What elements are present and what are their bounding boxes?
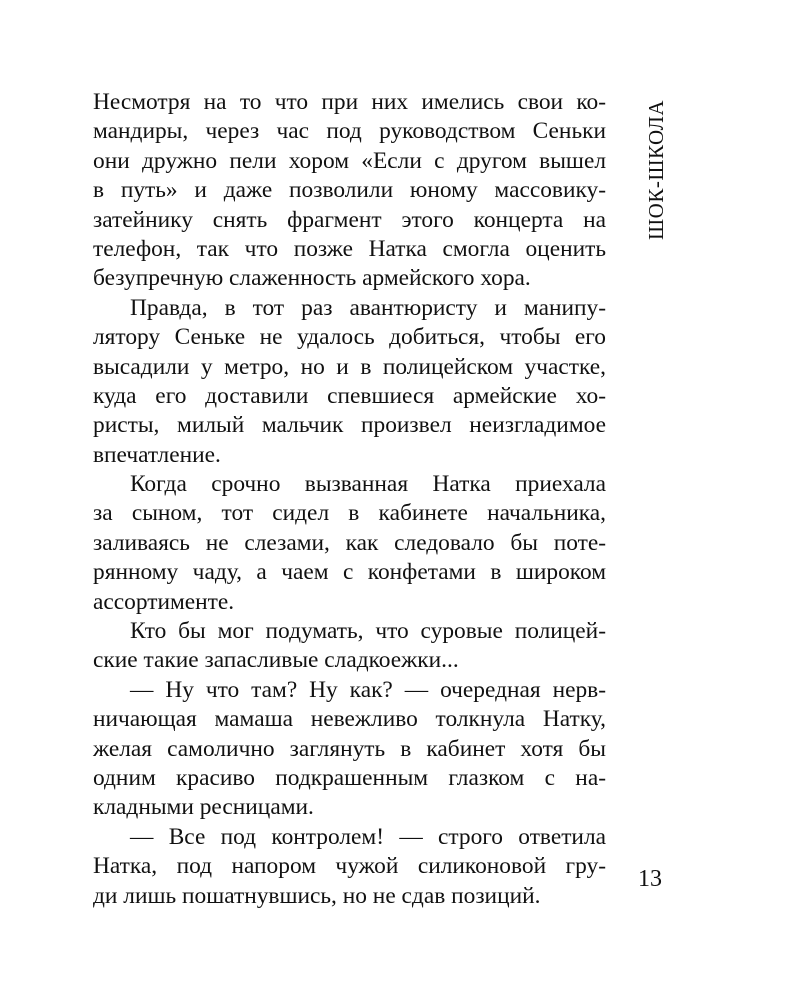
text-line: впечатление. <box>93 441 221 468</box>
text-line: Натка, под напором чужой силиконовой гру- <box>93 853 606 880</box>
text-line: затейнику снять фрагмент этого концерта на <box>93 206 606 233</box>
text-line: Правда, в тот раз авантюристу и манипу- <box>130 294 606 321</box>
text-line: заливаясь не слезами, как следовало бы поте- <box>93 529 606 556</box>
text-line: желая самолично заглянуть в кабинет хотя бы <box>93 735 606 762</box>
text-line: ристы, милый мальчик произвел неизгладимое <box>93 412 606 439</box>
text-line: лятору Сеньке не удалось добиться, чтобы его <box>93 324 606 351</box>
body-text <box>93 88 606 911</box>
text-line: кладными ресницами. <box>93 794 314 821</box>
text-line: ничающая мамаша невежливо толкнула Натку, <box>93 706 606 733</box>
text-line: ди лишь пошатнувшись, но не сдав позиций. <box>93 882 541 909</box>
text-line: Кто бы мог подумать, что суровые полицей- <box>130 618 606 645</box>
running-head: ШОК-ШКОЛА <box>644 99 668 240</box>
text-line: рянному чаду, а чаем с конфетами в широком <box>93 559 606 586</box>
text-line: — Все под контролем! — строго ответила <box>130 823 606 850</box>
text-line: за сыном, тот сидел в кабинете начальника, <box>93 500 606 527</box>
text-line: одним красиво подкрашенным глазком с на- <box>93 764 606 791</box>
text-line: высадили у метро, но и в полицейском участке, <box>93 353 606 380</box>
text-line: ассортименте. <box>93 588 235 615</box>
text-line: в путь» и даже позволили юному массовику- <box>93 177 606 204</box>
text-line: ские такие запасливые сладкоежки... <box>93 647 459 674</box>
text-line: — Ну что там? Ну как? — очередная нерв- <box>130 676 606 703</box>
text-line: Когда срочно вызванная Натка приехала <box>130 471 606 498</box>
text-line: мандиры, через час под руководством Сеньки <box>93 118 606 145</box>
text-line: Несмотря на то что при них имелись свои ко- <box>93 89 606 115</box>
page-number: 13 <box>638 866 662 892</box>
text-line: телефон, так что позже Натка смогла оценить <box>93 235 606 262</box>
text-line: куда его доставили спевшиеся армейские хо- <box>93 382 606 409</box>
text-line: они дружно пели хором «Если с другом вышел <box>93 147 606 174</box>
text-line: безупречную слаженность армейского хора. <box>93 265 531 292</box>
